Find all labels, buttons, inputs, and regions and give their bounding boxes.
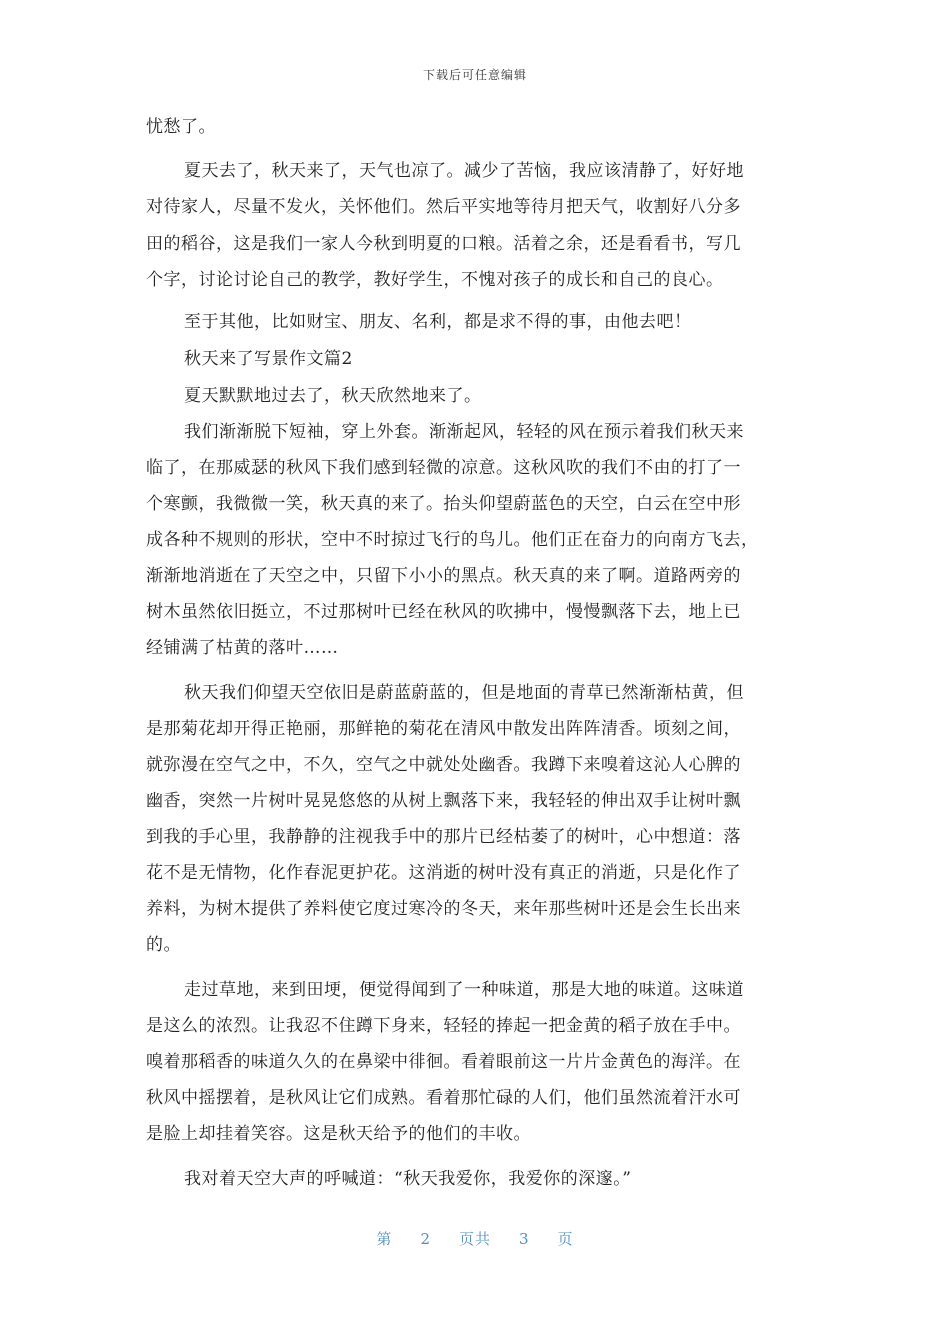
text-line: 夏天默默地过去了，秋天欣然地来了。: [184, 386, 482, 406]
text-line: 经铺满了枯黄的落叶……: [146, 638, 339, 658]
text-line: 到我的手心里，我静静的注视我手中的那片已经枯萎了的树叶，心中想道：落: [146, 827, 741, 847]
text-line: 至于其他，比如财宝、朋友、名利，都是求不得的事，由他去吧！: [184, 312, 692, 332]
current-page-number: 2: [420, 1230, 431, 1248]
text-line: 个字，讨论讨论自己的教学，教好学生，不愧对孩子的成长和自己的良心。: [146, 270, 724, 290]
text-line: 就弥漫在空气之中，不久，空气之中就处处幽香。我蹲下来嗅着这沁人心脾的: [146, 755, 741, 775]
text-line: 我们渐渐脱下短袖，穿上外套。渐渐起风，轻轻的风在预示着我们秋天来: [184, 422, 744, 442]
page-label-middle: 页共: [458, 1230, 491, 1248]
text-line: 幽香，突然一片树叶晃晃悠悠的从树上飘落下来，我轻轻的伸出双手让树叶飘: [146, 791, 741, 811]
text-line: 嗅着那稻香的味道久久的在鼻梁中徘徊。看着眼前这一片片金黄色的海洋。在: [146, 1052, 741, 1072]
text-line: 走过草地，来到田埂，便觉得闻到了一种味道，那是大地的味道。这味道: [184, 980, 744, 1000]
text-line: 我对着天空大声的呼喊道：“秋天我爱你，我爱你的深邃。”: [184, 1169, 632, 1189]
text-line: 成各种不规则的形状，空中不时掠过飞行的鸟儿。他们正在奋力的向南方飞去，: [146, 530, 759, 550]
section-heading: 秋天来了写景作文篇2: [184, 349, 353, 369]
text-line: 夏天去了，秋天来了，天气也凉了。减少了苦恼，我应该清静了，好好地: [184, 161, 744, 181]
text-line: 是这么的浓烈。让我忍不住蹲下身来，轻轻的捧起一把金黄的稻子放在手中。: [146, 1016, 741, 1036]
text-line: 临了，在那威瑟的秋风下我们感到轻微的凉意。这秋风吹的我们不由的打了一: [146, 458, 741, 478]
page-footer: [0, 1228, 950, 1249]
text-line: 田的稻谷，这是我们一家人今秋到明夏的口粮。活着之余，还是看看书，写几: [146, 234, 741, 254]
text-line: 秋天我们仰望天空依旧是蔚蓝蔚蓝的，但是地面的青草已然渐渐枯黄，但: [184, 683, 744, 703]
text-line: 渐渐地消逝在了天空之中，只留下小小的黑点。秋天真的来了啊。道路两旁的: [146, 566, 741, 586]
text-line: 忧愁了。: [146, 117, 216, 137]
total-pages-number: 3: [519, 1230, 530, 1248]
text-line: 是脸上却挂着笑容。这是秋天给予的他们的丰收。: [146, 1124, 531, 1144]
text-line: 树木虽然依旧挺立，不过那树叶已经在秋风的吹拂中，慢慢飘落下去，地上已: [146, 602, 741, 622]
text-line: 的。: [146, 935, 181, 955]
text-line: 个寒颤，我微微一笑，秋天真的来了。抬头仰望蔚蓝色的天空，白云在空中形: [146, 494, 741, 514]
text-line: 是那菊花却开得正艳丽，那鲜艳的菊花在清风中散发出阵阵清香。顷刻之间，: [146, 719, 741, 739]
text-line: 秋风中摇摆着，是秋风让它们成熟。看着那忙碌的人们，他们虽然流着汗水可: [146, 1088, 741, 1108]
text-line: 养料，为树木提供了养料使它度过寒冷的冬天，来年那些树叶还是会生长出来: [146, 899, 741, 919]
page-label-suffix: 页: [557, 1230, 574, 1248]
text-line: 花不是无情物，化作春泥更护花。这消逝的树叶没有真正的消逝，只是化作了: [146, 863, 741, 883]
page-label-prefix: 第: [376, 1230, 393, 1248]
page-header: 下载后可任意编辑: [422, 68, 527, 82]
text-line: 对待家人，尽量不发火，关怀他们。然后平实地等待月把天气，收割好八分多: [146, 197, 741, 217]
